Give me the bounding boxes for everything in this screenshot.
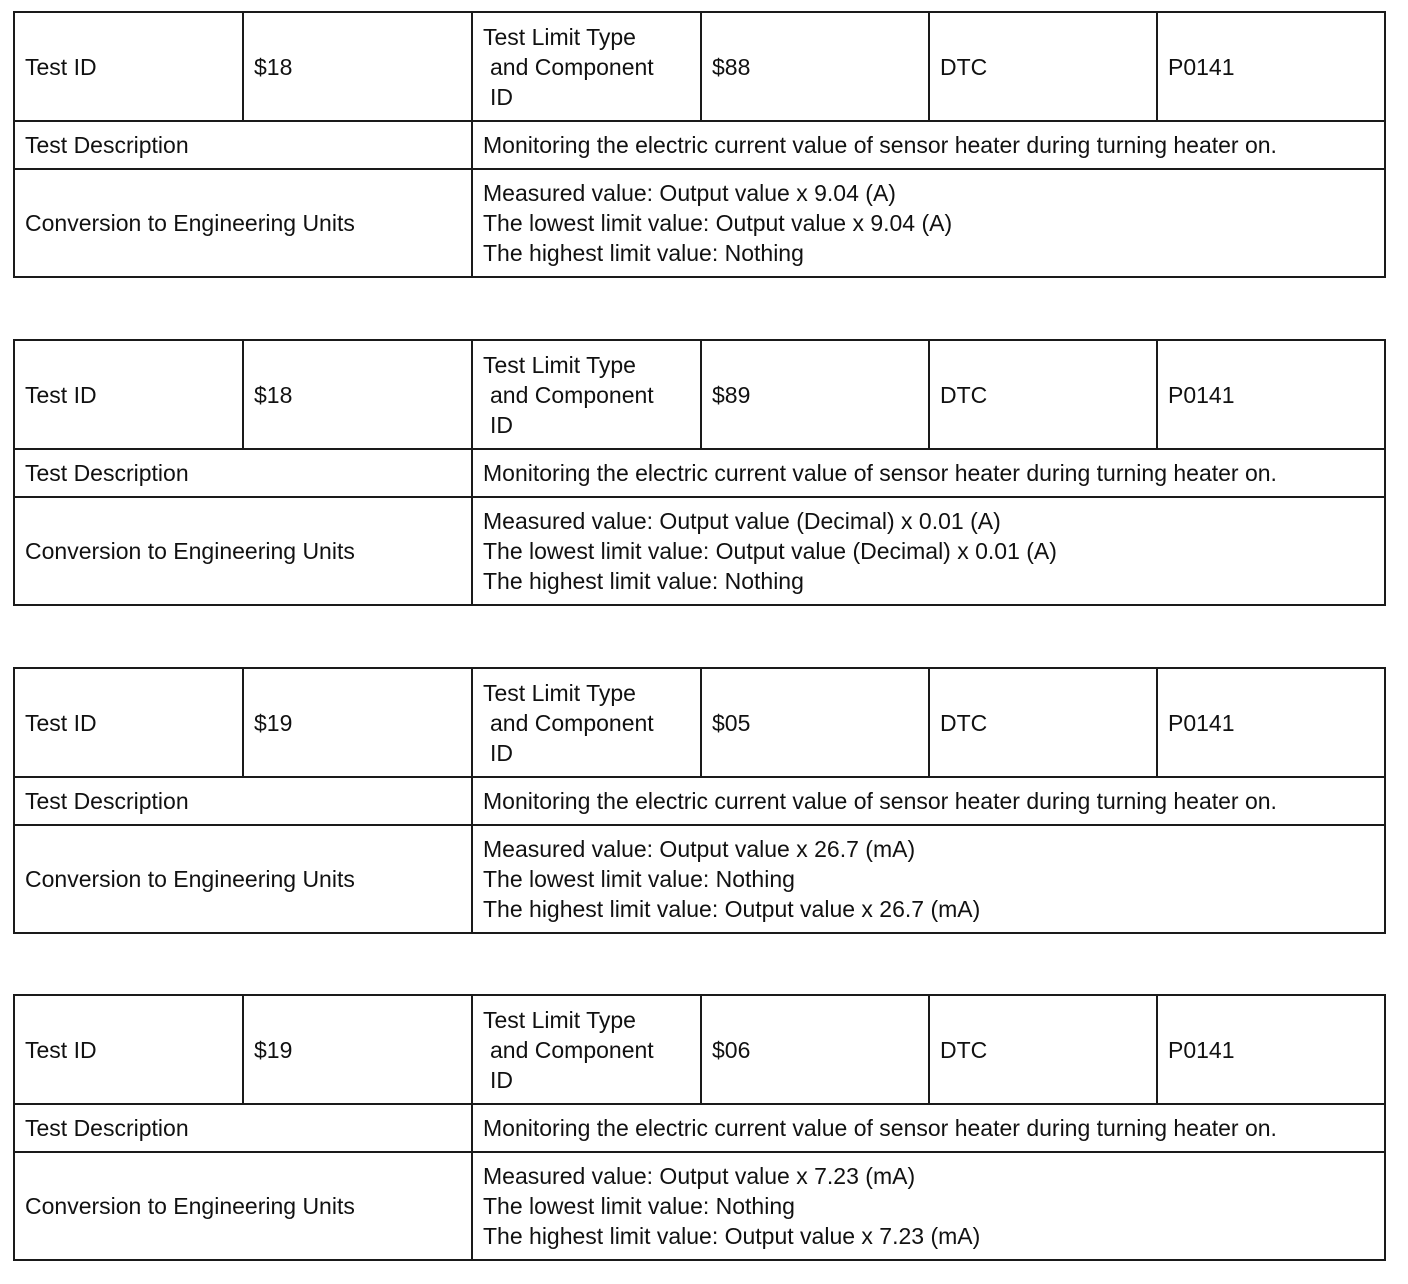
table-row (14, 668, 1385, 777)
table-row (14, 1152, 1385, 1260)
table-row (14, 825, 1385, 933)
conversion-label: Conversion to Engineering Units (14, 169, 472, 277)
test-table-3 (13, 667, 1386, 934)
dtc-value: P0141 (1157, 12, 1385, 121)
test-description-label: Test Description (14, 777, 472, 825)
table-row (14, 1104, 1385, 1152)
limit-type-value: $06 (701, 995, 929, 1104)
dtc-label: DTC (929, 12, 1157, 121)
dtc-label: DTC (929, 668, 1157, 777)
test-id-value: $19 (243, 995, 472, 1104)
dtc-label: DTC (929, 340, 1157, 449)
test-table-4 (13, 994, 1386, 1261)
conversion-value: Measured value: Output value x 7.23 (mA) The lowest limit value: Nothing The highest limit value: Output value x 7.23 (mA) (472, 1152, 1385, 1260)
conversion-value: Measured value: Output value x 9.04 (A) The lowest limit value: Output value x 9.04 (A) The highest limit value: Nothing (472, 169, 1385, 277)
table-row (14, 340, 1385, 449)
test-limit-type-label: Test Limit Type and Component ID (472, 12, 701, 121)
test-id-label: Test ID (14, 340, 243, 449)
table-row (14, 497, 1385, 605)
test-id-label: Test ID (14, 12, 243, 121)
dtc-value: P0141 (1157, 668, 1385, 777)
dtc-value: P0141 (1157, 995, 1385, 1104)
table-row (14, 777, 1385, 825)
test-description-label: Test Description (14, 449, 472, 497)
test-description-label: Test Description (14, 121, 472, 169)
test-limit-type-label: Test Limit Type and Component ID (472, 668, 701, 777)
test-id-value: $18 (243, 340, 472, 449)
test-table-2 (13, 339, 1386, 606)
limit-type-value: $89 (701, 340, 929, 449)
conversion-value: Measured value: Output value (Decimal) x 0.01 (A) The lowest limit value: Output value (Decimal) x 0.01 (A) The highest limit value: Nothing (472, 497, 1385, 605)
test-id-label: Test ID (14, 995, 243, 1104)
limit-type-value: $88 (701, 12, 929, 121)
test-id-value: $19 (243, 668, 472, 777)
test-description-value: Monitoring the electric current value of sensor heater during turning heater on. (472, 777, 1385, 825)
table-row (14, 12, 1385, 121)
dtc-value: P0141 (1157, 340, 1385, 449)
conversion-label: Conversion to Engineering Units (14, 825, 472, 933)
limit-type-value: $05 (701, 668, 929, 777)
test-description-label: Test Description (14, 1104, 472, 1152)
table-row (14, 121, 1385, 169)
dtc-label: DTC (929, 995, 1157, 1104)
conversion-label: Conversion to Engineering Units (14, 497, 472, 605)
table-row (14, 995, 1385, 1104)
test-id-value: $18 (243, 12, 472, 121)
test-description-value: Monitoring the electric current value of sensor heater during turning heater on. (472, 449, 1385, 497)
conversion-value: Measured value: Output value x 26.7 (mA) The lowest limit value: Nothing The highest limit value: Output value x 26.7 (mA) (472, 825, 1385, 933)
test-limit-type-label: Test Limit Type and Component ID (472, 340, 701, 449)
test-description-value: Monitoring the electric current value of sensor heater during turning heater on. (472, 121, 1385, 169)
test-limit-type-label: Test Limit Type and Component ID (472, 995, 701, 1104)
test-description-value: Monitoring the electric current value of sensor heater during turning heater on. (472, 1104, 1385, 1152)
table-row (14, 169, 1385, 277)
table-row (14, 449, 1385, 497)
conversion-label: Conversion to Engineering Units (14, 1152, 472, 1260)
test-id-label: Test ID (14, 668, 243, 777)
test-table-1 (13, 11, 1386, 278)
